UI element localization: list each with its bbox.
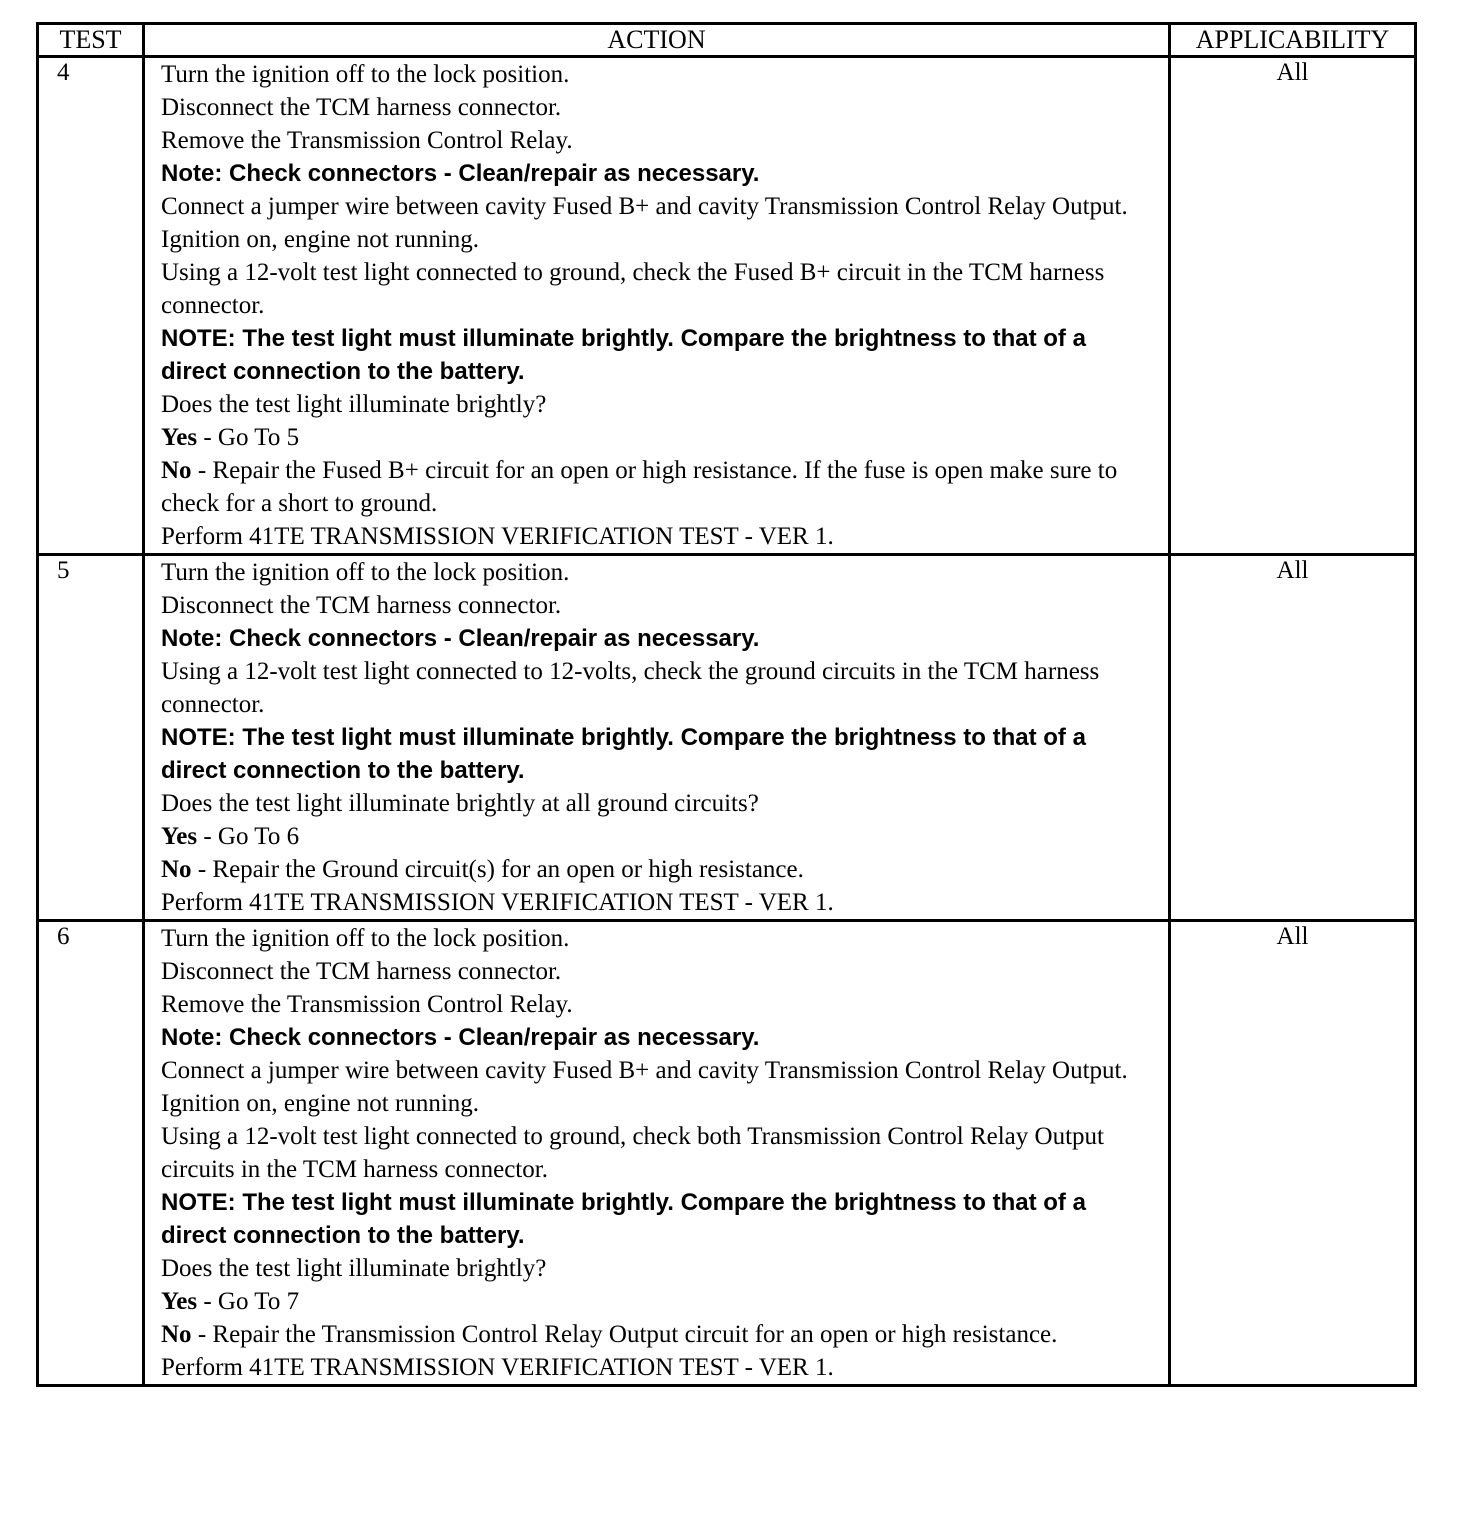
no-outcome [161, 1318, 1156, 1351]
brightness-note: NOTE: The test light must illuminate brightly. Compare the brightness to that of a direct connection to the battery. [161, 325, 1086, 385]
action-step: Using a 12-volt test light connected to ground, check the Fused B+ circuit in the TCM harness connector. [161, 259, 1105, 319]
action-step: Turn the ignition off to the lock position. [161, 559, 570, 586]
action-step: Remove the Transmission Control Relay. [161, 991, 573, 1018]
action-step: Disconnect the TCM harness connector. [161, 958, 562, 985]
action-step: Using a 12-volt test light connected to 12-volts, check the ground circuits in the TCM harness connector. [161, 658, 1100, 718]
test-question: Does the test light illuminate brightly? [161, 1255, 547, 1282]
connector-note: Note: Check connectors - Clean/repair as necessary. [161, 625, 760, 652]
action-cell [144, 57, 1170, 555]
yes-label: Yes [161, 424, 198, 451]
header-applicability: APPLICABILITY [1170, 24, 1416, 57]
perform-verification: Perform 41TE TRANSMISSION VERIFICATION TEST - VER 1. [161, 889, 834, 916]
applicability-cell: All [1170, 921, 1416, 1386]
action-cell [144, 555, 1170, 921]
test-number: 6 [38, 921, 144, 1386]
no-label: No [161, 457, 192, 484]
yes-label: Yes [161, 823, 198, 850]
no-label: No [161, 1321, 192, 1348]
action-step: Turn the ignition off to the lock position. [161, 61, 570, 88]
action-step: Ignition on, engine not running. [161, 1090, 480, 1117]
action-step: Disconnect the TCM harness connector. [161, 94, 562, 121]
perform-verification: Perform 41TE TRANSMISSION VERIFICATION TEST - VER 1. [161, 523, 834, 550]
no-label: No [161, 856, 192, 883]
action-step: Turn the ignition off to the lock position. [161, 925, 570, 952]
brightness-note: NOTE: The test light must illuminate brightly. Compare the brightness to that of a direct connection to the battery. [161, 1189, 1086, 1249]
table-row [38, 555, 1416, 921]
brightness-note: NOTE: The test light must illuminate brightly. Compare the brightness to that of a direct connection to the battery. [161, 724, 1086, 784]
no-text: - Repair the Transmission Control Relay Output circuit for an open or high resistance. [191, 1321, 1058, 1348]
action-step: Disconnect the TCM harness connector. [161, 592, 562, 619]
yes-text: - Go To 7 [197, 1288, 300, 1315]
perform-verification: Perform 41TE TRANSMISSION VERIFICATION TEST - VER 1. [161, 1354, 834, 1381]
action-step: Connect a jumper wire between cavity Fused B+ and cavity Transmission Control Relay Output. [161, 193, 1128, 220]
action-step: Connect a jumper wire between cavity Fused B+ and cavity Transmission Control Relay Output. [161, 1057, 1128, 1084]
test-number: 4 [38, 57, 144, 555]
applicability-cell: All [1170, 555, 1416, 921]
connector-note: Note: Check connectors - Clean/repair as necessary. [161, 160, 760, 187]
yes-outcome [161, 421, 1156, 454]
yes-text: - Go To 6 [197, 823, 300, 850]
action-step: Using a 12-volt test light connected to ground, check both Transmission Control Relay Output circuits in the TCM harness connector. [161, 1123, 1104, 1183]
action-cell [144, 921, 1170, 1386]
table-row [38, 921, 1416, 1386]
header-action: ACTION [144, 24, 1170, 57]
test-question: Does the test light illuminate brightly? [161, 391, 547, 418]
yes-label: Yes [161, 1288, 198, 1315]
yes-outcome [161, 820, 1156, 853]
header-row [38, 24, 1416, 57]
diagnostic-test-table-container [36, 22, 1414, 1387]
test-question: Does the test light illuminate brightly at all ground circuits? [161, 790, 759, 817]
table-row [38, 57, 1416, 555]
action-step: Ignition on, engine not running. [161, 226, 480, 253]
header-test: TEST [38, 24, 144, 57]
connector-note: Note: Check connectors - Clean/repair as necessary. [161, 1024, 760, 1051]
no-text: - Repair the Ground circuit(s) for an open or high resistance. [191, 856, 804, 883]
test-number: 5 [38, 555, 144, 921]
applicability-cell: All [1170, 57, 1416, 555]
yes-text: - Go To 5 [197, 424, 300, 451]
diagnostic-test-table [36, 22, 1417, 1387]
no-outcome [161, 454, 1156, 520]
no-outcome [161, 853, 1156, 886]
no-text: - Repair the Fused B+ circuit for an open or high resistance. If the fuse is open make sure to check for a short to ground. [161, 457, 1118, 517]
yes-outcome [161, 1285, 1156, 1318]
action-step: Remove the Transmission Control Relay. [161, 127, 573, 154]
